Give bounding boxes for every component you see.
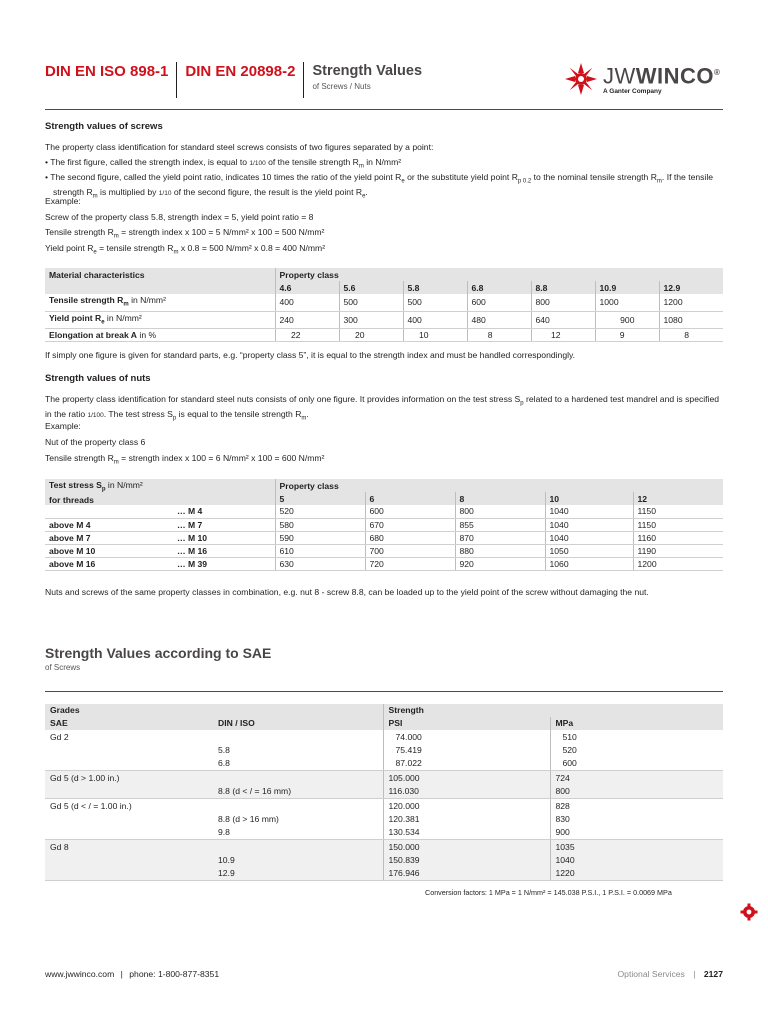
table-cell: 800 — [531, 294, 595, 311]
screws-example-1: Screw of the property class 5.8, strength index = 5, yield point ratio = 8 — [45, 212, 314, 222]
table-cell: 1040 — [545, 518, 633, 531]
table-row — [45, 840, 723, 881]
nuts-example-2: Tensile strength $R_m$ = strength index x 100 = 6 N/mm² x 100 = 600 N/mm² — [45, 453, 325, 466]
table-cell: 1050 — [545, 544, 633, 557]
jwwinco-logo — [564, 62, 720, 96]
class-header: 12.9 — [659, 281, 723, 294]
class-header: 12 — [633, 492, 723, 505]
header-divider — [176, 62, 177, 98]
table-cell: 12 — [531, 329, 595, 342]
nuts-example-label: Example: — [45, 421, 81, 431]
screws-heading: Strength values of screws — [45, 121, 163, 132]
table-cell: 720 — [365, 557, 455, 570]
table-cell: 22 — [275, 329, 339, 342]
table-cell: 300 — [339, 311, 403, 329]
table-row — [45, 311, 723, 329]
table-cell: 1040 — [545, 531, 633, 544]
thread-from: above M 10 — [45, 544, 161, 557]
din-iso-header: DIN / ISO — [213, 717, 383, 730]
logo-registered: ® — [714, 68, 721, 77]
table-cell: 800 — [455, 505, 545, 518]
table-cell: 600 — [365, 505, 455, 518]
thread-from: above M 16 — [45, 557, 161, 570]
row-label: Tensile strength $R_m$ in N/mm² — [45, 294, 275, 311]
table-cell: 900 — [595, 311, 659, 329]
screws-note: If simply one figure is given for standard parts, e.g. “property class 5”, it is equal to the strength index and must be handled correspondingly. — [45, 350, 576, 360]
screws-example-3: Yield point $R_e$ = tensile strength $R_m$ x 0.8 = 500 N/mm² x 0.8 = 400 N/mm² — [45, 243, 326, 256]
strength-header: Strength — [383, 704, 723, 717]
nuts-intro: The property class identification for standard steel nuts consists of only one figure. It provides information on the test stress $S_p$ related to a hardened test mandrel and is specified in the ratio 1/100. The test stress $S_p$ is equal to the tensile strength $R_m$. — [45, 394, 720, 422]
table-cell: 1200 — [659, 294, 723, 311]
sae-rule — [45, 691, 723, 692]
table-cell: 10 — [403, 329, 467, 342]
property-class-header: Property class — [275, 268, 723, 281]
sae-header: SAE — [45, 717, 213, 730]
table-cell: 1060 — [545, 557, 633, 570]
table-cell: 590 — [275, 531, 365, 544]
screws-example-label: Example: — [45, 196, 81, 206]
class-header: 8.8 — [531, 281, 595, 294]
logo-brand-light: JW — [603, 63, 636, 89]
din-values: 8.8 (d < / = 16 mm) — [213, 771, 383, 799]
page-number: 2127 — [703, 969, 723, 979]
table-row — [45, 518, 723, 531]
sae-grade: Gd 2 — [45, 730, 213, 771]
class-header: 5 — [275, 492, 365, 505]
psi-values: 105.000 116.030 — [383, 771, 550, 799]
table-row — [45, 505, 723, 518]
table-cell: 8 — [659, 329, 723, 342]
class-header: 8 — [455, 492, 545, 505]
mpa-values: 724 800 — [550, 771, 723, 799]
psi-header: PSI — [383, 717, 550, 730]
table-cell: 855 — [455, 518, 545, 531]
table-cell: 640 — [531, 311, 595, 329]
test-stress-header: Test stress $S_p$ in N/mm² for threads — [45, 479, 275, 505]
nuts-table-header — [45, 479, 723, 492]
table-cell: 610 — [275, 544, 365, 557]
logo-tagline: A Ganter Company — [603, 88, 662, 96]
table-cell: 680 — [365, 531, 455, 544]
table-row — [45, 329, 723, 342]
screws-example-2: Tensile strength $R_m$ = strength index x 100 = 5 N/mm² x 100 = 500 N/mm² — [45, 227, 325, 240]
table-cell: 1000 — [595, 294, 659, 311]
table-cell: 670 — [365, 518, 455, 531]
psi-values: 74.000 75.419 87.022 — [383, 730, 550, 771]
table-cell: 500 — [339, 294, 403, 311]
table-cell: 1080 — [659, 311, 723, 329]
footer-phone: phone: 1-800-877-8351 — [129, 969, 220, 979]
table-cell: 520 — [275, 505, 365, 518]
sae-title: Strength Values according to SAE — [45, 645, 272, 661]
table-cell: 8 — [467, 329, 531, 342]
table-cell: 870 — [455, 531, 545, 544]
header-rule — [45, 109, 723, 110]
table-cell: 700 — [365, 544, 455, 557]
footer-section: Optional Services — [617, 969, 685, 979]
nuts-example-1: Nut of the property class 6 — [45, 437, 146, 447]
property-class-header: Property class — [275, 479, 723, 492]
psi-values: 120.000 120.381 130.534 — [383, 799, 550, 840]
page-title: Strength Values — [312, 63, 423, 79]
options-gear-icon[interactable] — [740, 903, 758, 921]
sae-grade: Gd 5 (d < / = 1.00 in.) — [45, 799, 213, 840]
table-cell: 1040 — [545, 505, 633, 518]
screws-intro: The property class identification for standard steel screws consists of two figures separated by a point: — [45, 142, 434, 152]
sae-grade: Gd 5 (d > 1.00 in.) — [45, 771, 213, 799]
sae-grade: Gd 8 — [45, 840, 213, 881]
class-header: 4.6 — [275, 281, 339, 294]
mpa-values: 510 520 600 — [550, 730, 723, 771]
thread-from — [45, 505, 161, 518]
table-cell: 920 — [455, 557, 545, 570]
table-cell: 480 — [467, 311, 531, 329]
class-header: 5.6 — [339, 281, 403, 294]
table-cell: 1150 — [633, 518, 723, 531]
row-label: Elongation at break A in % — [45, 329, 275, 342]
din-values: 5.8 6.8 — [213, 730, 383, 771]
thread-from: above M 4 — [45, 518, 161, 531]
table-row — [45, 531, 723, 544]
sae-subtitle: of Screws — [45, 663, 81, 672]
thread-to: … M 7 — [161, 518, 275, 531]
standard-1: DIN EN ISO 898-1 — [45, 63, 169, 80]
footer-url[interactable]: www.jwwinco.com — [45, 969, 115, 979]
table-cell: 20 — [339, 329, 403, 342]
table-row — [45, 557, 723, 570]
mpa-header: MPa — [550, 717, 723, 730]
screws-table-header — [45, 268, 723, 281]
grades-header: Grades — [45, 704, 383, 717]
class-header: 6 — [365, 492, 455, 505]
table-cell: 880 — [455, 544, 545, 557]
table-cell: 400 — [275, 294, 339, 311]
table-row — [45, 294, 723, 311]
table-cell: 600 — [467, 294, 531, 311]
mpa-values: 1035 1040 1220 — [550, 840, 723, 881]
nuts-table — [45, 479, 723, 571]
logo-brand-bold: WINCO — [635, 63, 715, 89]
thread-from: above M 7 — [45, 531, 161, 544]
table-cell: 1160 — [633, 531, 723, 544]
nuts-note: Nuts and screws of the same property classes in combination, e.g. nut 8 - screw 8.8, can be loaded up to the yield point of the screw without damaging the nut. — [45, 587, 649, 597]
conversion-factors: Conversion factors: 1 MPa = 1 N/mm² = 145.038 P.S.I., 1 P.S.I. = 0.0069 MPa — [425, 888, 672, 897]
footer-page-info: Optional Services | 2127 — [617, 969, 723, 979]
table-cell: 500 — [403, 294, 467, 311]
thread-to: … M 16 — [161, 544, 275, 557]
table-cell: 240 — [275, 311, 339, 329]
table-cell: 630 — [275, 557, 365, 570]
footer-contact: www.jwwinco.com | phone: 1-800-877-8351 — [45, 969, 220, 979]
page-subtitle: of Screws / Nuts — [312, 82, 371, 91]
screws-bullet-2: • The second figure, called the yield point ratio, indicates 10 times the ratio of the yield point $R_e$ or the substitute yield point $R_{p 0.2}$ to the nominal tensile strength $R_m$. If the tensile strength $R_m$ is multiplied by 1/10 of the second figure, the result is the yield point $R_e$. — [45, 172, 714, 200]
header-divider — [303, 62, 304, 98]
din-values: 8.8 (d > 16 mm) 9.8 — [213, 799, 383, 840]
table-cell: 1190 — [633, 544, 723, 557]
table-row — [45, 799, 723, 840]
standard-2: DIN EN 20898-2 — [185, 63, 296, 80]
star-logo-icon — [564, 62, 598, 96]
page-header — [45, 62, 422, 98]
mpa-values: 828 830 900 — [550, 799, 723, 840]
sae-subheader — [45, 717, 723, 730]
table-row — [45, 771, 723, 799]
table-row — [45, 544, 723, 557]
class-header: 10 — [545, 492, 633, 505]
thread-to: … M 10 — [161, 531, 275, 544]
table-cell: 1200 — [633, 557, 723, 570]
psi-values: 150.000 150.839 176.946 — [383, 840, 550, 881]
nuts-heading: Strength values of nuts — [45, 373, 151, 384]
sae-table — [45, 704, 723, 881]
material-characteristics-header: Material characteristics — [45, 268, 275, 294]
din-values: 10.9 12.9 — [213, 840, 383, 881]
table-cell: 400 — [403, 311, 467, 329]
thread-to: … M 4 — [161, 505, 275, 518]
table-cell: 9 — [595, 329, 659, 342]
thread-to: … M 39 — [161, 557, 275, 570]
class-header: 6.8 — [467, 281, 531, 294]
table-cell: 580 — [275, 518, 365, 531]
sae-table-header — [45, 704, 723, 717]
row-label: Yield point $R_e$ in N/mm² — [45, 311, 275, 329]
screws-bullet-1: • The first figure, called the strength index, is equal to 1/100 of the tensile strength $R_m$ in N/mm² — [45, 157, 402, 170]
class-header: 10.9 — [595, 281, 659, 294]
table-row — [45, 730, 723, 771]
class-header: 5.8 — [403, 281, 467, 294]
table-cell: 1150 — [633, 505, 723, 518]
screws-table — [45, 268, 723, 342]
